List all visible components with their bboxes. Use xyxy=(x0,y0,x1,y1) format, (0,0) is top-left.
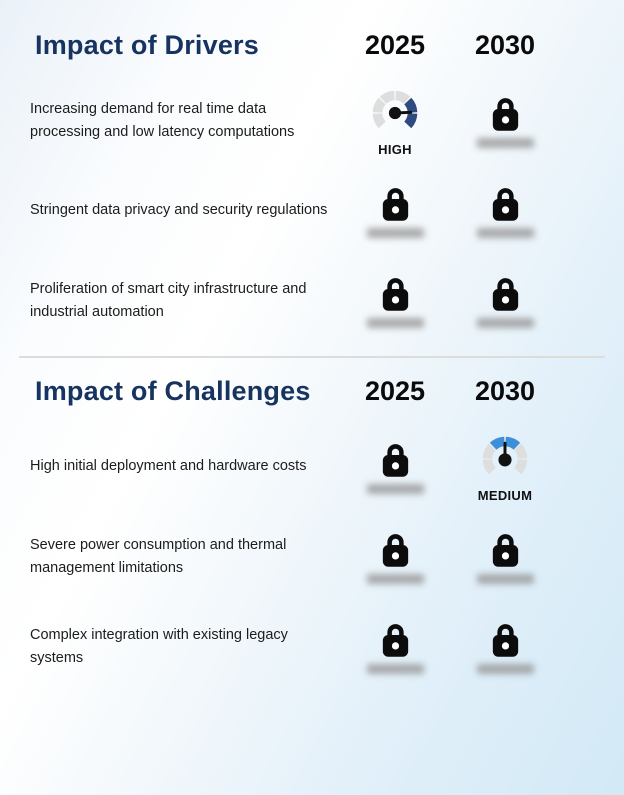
challenge-2-2025-cell xyxy=(340,531,450,584)
challenge-row-2 xyxy=(0,512,624,602)
locked-value-blur xyxy=(477,318,534,328)
driver-1-2030-cell xyxy=(450,95,560,148)
challenge-3-text: Complex integration with existing legacy systems xyxy=(30,626,288,666)
driver-3-2030-cell xyxy=(450,275,560,328)
locked-value-blur xyxy=(367,318,424,328)
gauge-high-icon xyxy=(367,85,423,141)
challenges-header-row xyxy=(0,374,624,408)
challenge-row-1 xyxy=(0,422,624,512)
locked-value-blur xyxy=(367,664,424,674)
challenges-year-2030-header: 2030 xyxy=(474,375,536,406)
drivers-year-2030-header: 2030 xyxy=(474,29,536,60)
challenge-1-2025-cell xyxy=(340,441,450,494)
challenges-section-title: Impact of Challenges xyxy=(35,375,311,406)
challenge-row-3 xyxy=(0,602,624,692)
lock-icon xyxy=(379,275,412,313)
driver-row-3 xyxy=(0,256,624,346)
locked-value-blur xyxy=(477,664,534,674)
section-divider xyxy=(19,356,605,358)
lock-icon xyxy=(379,185,412,223)
driver-row-1 xyxy=(0,76,624,166)
driver-2-2030-cell xyxy=(450,185,560,238)
challenges-year-2025-header: 2025 xyxy=(364,375,426,406)
challenge-1-2030-cell xyxy=(450,431,560,503)
lock-icon xyxy=(379,441,412,479)
locked-value-blur xyxy=(477,228,534,238)
drivers-section-title: Impact of Drivers xyxy=(35,29,259,60)
locked-value-blur xyxy=(367,574,424,584)
driver-1-text: Increasing demand for real time data processing and low latency computations xyxy=(30,100,295,140)
challenge-1-text: High initial deployment and hardware costs xyxy=(30,458,307,475)
locked-value-blur xyxy=(367,228,424,238)
challenge-3-2030-cell xyxy=(450,621,560,674)
drivers-year-2025-header: 2025 xyxy=(364,29,426,60)
drivers-header-row xyxy=(0,28,624,62)
driver-2-text: Stringent data privacy and security regulations xyxy=(30,202,328,219)
locked-value-blur xyxy=(367,484,424,494)
challenge-1-2030-impact-label: MEDIUM xyxy=(477,488,533,503)
locked-value-blur xyxy=(477,574,534,584)
challenge-3-2025-cell xyxy=(340,621,450,674)
lock-icon xyxy=(489,95,522,133)
challenge-2-text: Severe power consumption and thermal management limitations xyxy=(30,536,287,576)
challenge-2-2030-cell xyxy=(450,531,560,584)
driver-2-2025-cell xyxy=(340,185,450,238)
lock-icon xyxy=(489,275,522,313)
driver-3-2025-cell xyxy=(340,275,450,328)
lock-icon xyxy=(379,621,412,659)
driver-1-2025-cell xyxy=(340,85,450,157)
driver-3-text: Proliferation of smart city infrastructure and industrial automation xyxy=(30,280,307,320)
gauge-medium-icon xyxy=(477,431,533,487)
driver-row-2 xyxy=(0,166,624,256)
locked-value-blur xyxy=(477,138,534,148)
lock-icon xyxy=(379,531,412,569)
lock-icon xyxy=(489,531,522,569)
lock-icon xyxy=(489,185,522,223)
lock-icon xyxy=(489,621,522,659)
driver-1-2025-impact-label: HIGH xyxy=(378,142,412,157)
